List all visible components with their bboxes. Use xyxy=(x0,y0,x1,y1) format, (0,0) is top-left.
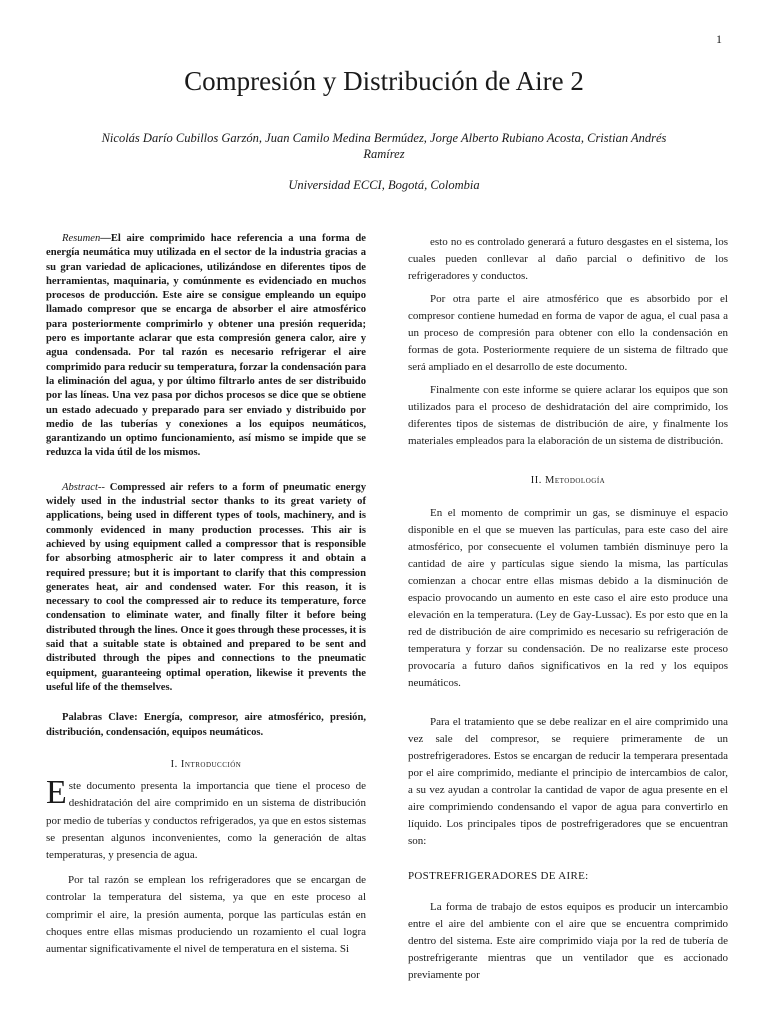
page-number: 1 xyxy=(716,32,722,46)
intro-paragraph-1 xyxy=(46,774,366,864)
right-paragraph-3: Finalmente con este informe se quiere aclarar los equipos que son utilizados para el proceso de deshidratación del aire comprimido, los diferentes tipos de sistemas de distribución de aire, y finalmente los materiales empleados para la elaboración de un sistema de distribución. xyxy=(408,384,728,447)
right-column xyxy=(408,234,728,990)
abstract-en xyxy=(46,481,366,695)
paper-title: Compresión y Distribución de Aire 2 xyxy=(184,66,584,96)
abstract-en-lead: Abstract-- xyxy=(62,481,105,493)
affiliation: Universidad ECCI, Bogotá, Colombia xyxy=(288,178,480,192)
right-paragraph-2: Por otra parte el aire atmosférico que es absorbido por el compresor contiene humedad en forma de vapor de agua, el cual pasa a un proceso de compresión para obtener con ello la condensación en formas de gota. Posteriormente requiere de un sistema de filtrado que será ampliado en el desarrollo de este documento. xyxy=(408,293,728,373)
section-heading-metodologia: II. Metodología xyxy=(530,475,606,486)
dropcap-letter: E xyxy=(46,774,67,812)
section-heading-introduction: I. Introducción xyxy=(170,758,242,770)
left-column xyxy=(46,232,366,958)
right-paragraph-5: Para el tratamiento que se debe realizar en el aire comprimido una vez sale del compresor, se requiere primeramente de un postrefrigeradores. Estos se encargan de reducir la temperara presentada por el aire comprimido, mediante el principio de intercambios de calor, a su vez ayudan a controlar la cantidad de vapor de agua presente en el aire comprimiendo condensando el vapor de agua para convertirlo en líquido. Los principales tipos de postrefrigeradores que se encuentran son: xyxy=(408,716,728,847)
abstract-en-text: Compressed air refers to a form of pneumatic energy widely used in the industrial sector thanks to its great variety of applications, being used in different types of tools, machinery, and is commonly evidenced in many production processes. This air is achieved by using equipment called a compressor that is responsible for absorbing atmospheric air to later compress it and obtain a required pressure; but it is important to clarify that this compression generates heat, air and condensed water. For this reason, it is necessary to cool the compressed air to reduce its temperature, force condensation to eliminate water, and finally filter it before being distributed through the lines. Once it goes through these processes, it is said that a suitable state is obtained and prepared to be sent and distributed through the pipes and connections to the pneumatic equipment, guaranteeing optimal operation, likewise it prevents the useful life of the themselves. xyxy=(46,481,366,693)
right-paragraph-6: La forma de trabajo de estos equipos es producir un intercambio entre el aire del ambiente con el aire que se encuentra comprimido dentro del sistema. Este aire comprimido viaja por la red de tubería de postrefrigerante mientras que un ventilador que es accionado previamente por xyxy=(408,901,728,981)
abstract-es-text: —El aire comprimido hace referencia a una forma de energía neumática muy utilizada en el sector de la industria gracias a su gran variedad de aplicaciones, utilizándose en diferentes tipos de herramientas, maquinaria, y comúnmente es evidenciado en muchos procesos de producción. Este aire se consigue empleando un equipo llamado compresor que se encarga de absorber el aire atmosférico para posteriormente comprimirlo y obtener una presión requerida; pero es importante aclarar que esta compresión genera calor, aire y agua condensada. Por tal razón es necesario refrigerar el aire comprimido para reducir su temperatura, forzar la condensación para la eliminación del agua, y por último filtrarlo antes de ser distribuido por las líneas. Una vez pasa por dichos procesos se dice que se obtiene un estado adecuado y preparado para ser enviado y distribuido por medio de las tuberías y conexiones a los equipos neumáticos, garantizando un optimo funcionamiento, así mismo se impide que se reduzca la vida útil de los mismos. xyxy=(46,233,366,459)
subheading-postrefrigeradores: POSTREFRIGERADORES DE AIRE: xyxy=(408,870,589,882)
authors: Nicolás Darío Cubillos Garzón, Juan Camilo Medina Bermúdez, Jorge Alberto Rubiano Acosta, Cristian Andrés Ramírez xyxy=(101,131,667,161)
right-paragraph-1: esto no es controlado generará a futuro desgastes en el sistema, los cuales pueden conllevar al daño parcial o definitivo de los refrigeradores y conductos. xyxy=(408,236,728,282)
keywords: Palabras Clave: Energía, compresor, aire atmosférico, presión, distribución, condensación, equipos neumáticos. xyxy=(46,712,366,738)
intro-paragraph-2: Por tal razón se emplean los refrigeradores que se encargan de controlar la temperatura del sistema, ya que en este proceso al comprimir el aire, la presión aumenta, porque las partículas están en choques entre ellas mismas produciendo un rozamiento el cual logra aumentar significativamente el nivel de temperatura en el sistema. Si xyxy=(46,874,366,955)
abstract-es-lead: Resumen xyxy=(62,233,101,244)
intro-paragraph-1-text: ste documento presenta la importancia que tiene el proceso de deshidratación del aire comprimido en un sistema de distribución por medio de tuberías y conductos refrigerados, ya que en estos sistemas se presentan algunos inconvenientes, como la generación de altas temperaturas, y presencia de agua. xyxy=(46,780,366,861)
right-paragraph-4: En el momento de comprimir un gas, se disminuye el espacio disponible en el que se mueven las partículas, para este caso del aire atmosférico, por consecuente el volumen también disminuye pero la cantidad de aire y partículas sigue siendo la misma, las partículas comienzan a chocar entre ellas mismas debido a la disminución de espacio provocando un aumento en este caso el aire esto produce una elevación en la temperatura. (Ley de Gay-Lussac). Es por esto que en la red de distribución de aire comprimido es necesario su refrigeración de temperatura y forzar su condensación. De no realizarse este proceso provocaría a futuro daños significativos en la red y los equipos neumáticos. xyxy=(408,507,728,689)
abstract-es xyxy=(46,232,366,461)
